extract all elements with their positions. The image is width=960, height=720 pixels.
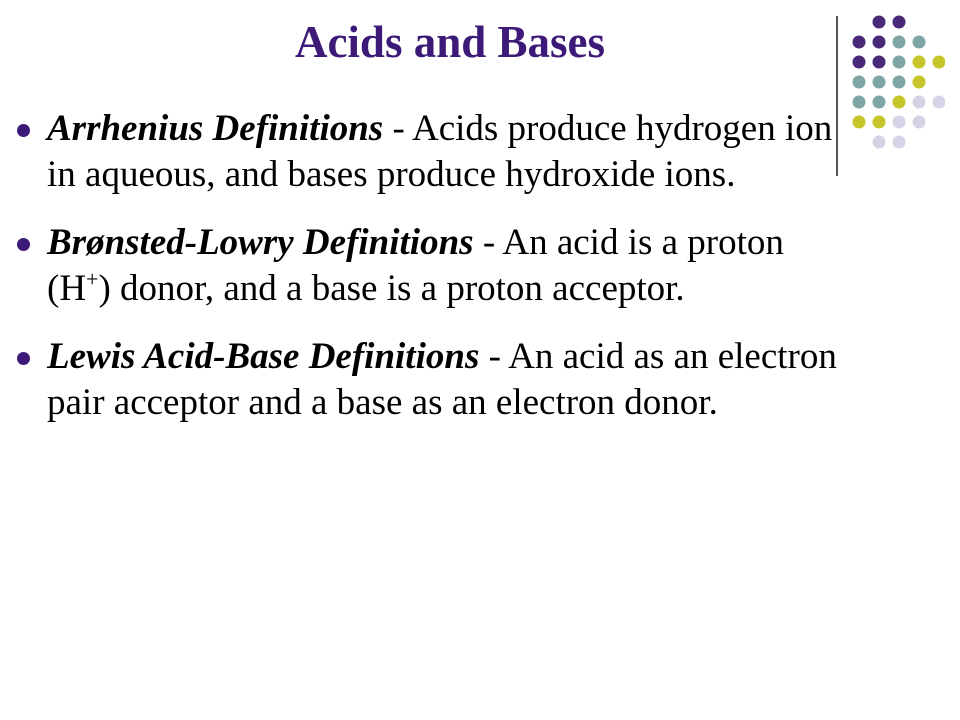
definition-text: An acid is a proton (H <box>47 222 784 309</box>
dot <box>933 96 946 109</box>
dot <box>873 76 886 89</box>
list-item-arrhenius <box>17 106 847 198</box>
decorative-dot-grid <box>845 13 945 153</box>
separator: - <box>473 222 503 263</box>
dot <box>913 116 926 129</box>
definition-text-continued: ) donor, and a base is a proton acceptor. <box>98 268 685 309</box>
dot <box>893 76 906 89</box>
slide-title: Acids and Bases <box>294 17 606 67</box>
list-item-lewis <box>17 334 847 426</box>
separator: - <box>479 336 509 377</box>
dot <box>933 56 946 69</box>
dot <box>893 136 906 149</box>
definitions-list <box>17 106 847 448</box>
dot <box>913 96 926 109</box>
dot <box>893 56 906 69</box>
bullet-icon <box>17 124 30 137</box>
dot <box>913 76 926 89</box>
dot <box>853 76 866 89</box>
dot <box>893 16 906 29</box>
definition-term: Brønsted-Lowry Definitions <box>47 222 474 263</box>
dot <box>853 56 866 69</box>
dot <box>853 116 866 129</box>
dot <box>853 96 866 109</box>
dot <box>913 36 926 49</box>
dot <box>893 96 906 109</box>
dot <box>893 36 906 49</box>
list-item-bronsted-lowry <box>17 220 847 312</box>
dot <box>873 116 886 129</box>
dot <box>873 56 886 69</box>
ion-charge-superscript: + <box>86 266 99 292</box>
dot <box>873 96 886 109</box>
bullet-icon <box>17 238 30 251</box>
definition-text: An acid as an electron pair acceptor and a base as an electron donor. <box>47 336 837 423</box>
dot <box>873 16 886 29</box>
bullet-icon <box>17 352 30 365</box>
definition-text: Acids produce hydrogen ion in aqueous, and bases produce hydroxide ions. <box>47 108 833 195</box>
separator: - <box>383 108 412 149</box>
dot <box>853 36 866 49</box>
dot <box>873 136 886 149</box>
dot <box>873 36 886 49</box>
dot <box>913 56 926 69</box>
dot-grid-graphic <box>845 13 945 153</box>
dot <box>893 116 906 129</box>
definition-term: Arrhenius Definitions <box>47 108 384 149</box>
definition-term: Lewis Acid-Base Definitions <box>47 336 480 377</box>
